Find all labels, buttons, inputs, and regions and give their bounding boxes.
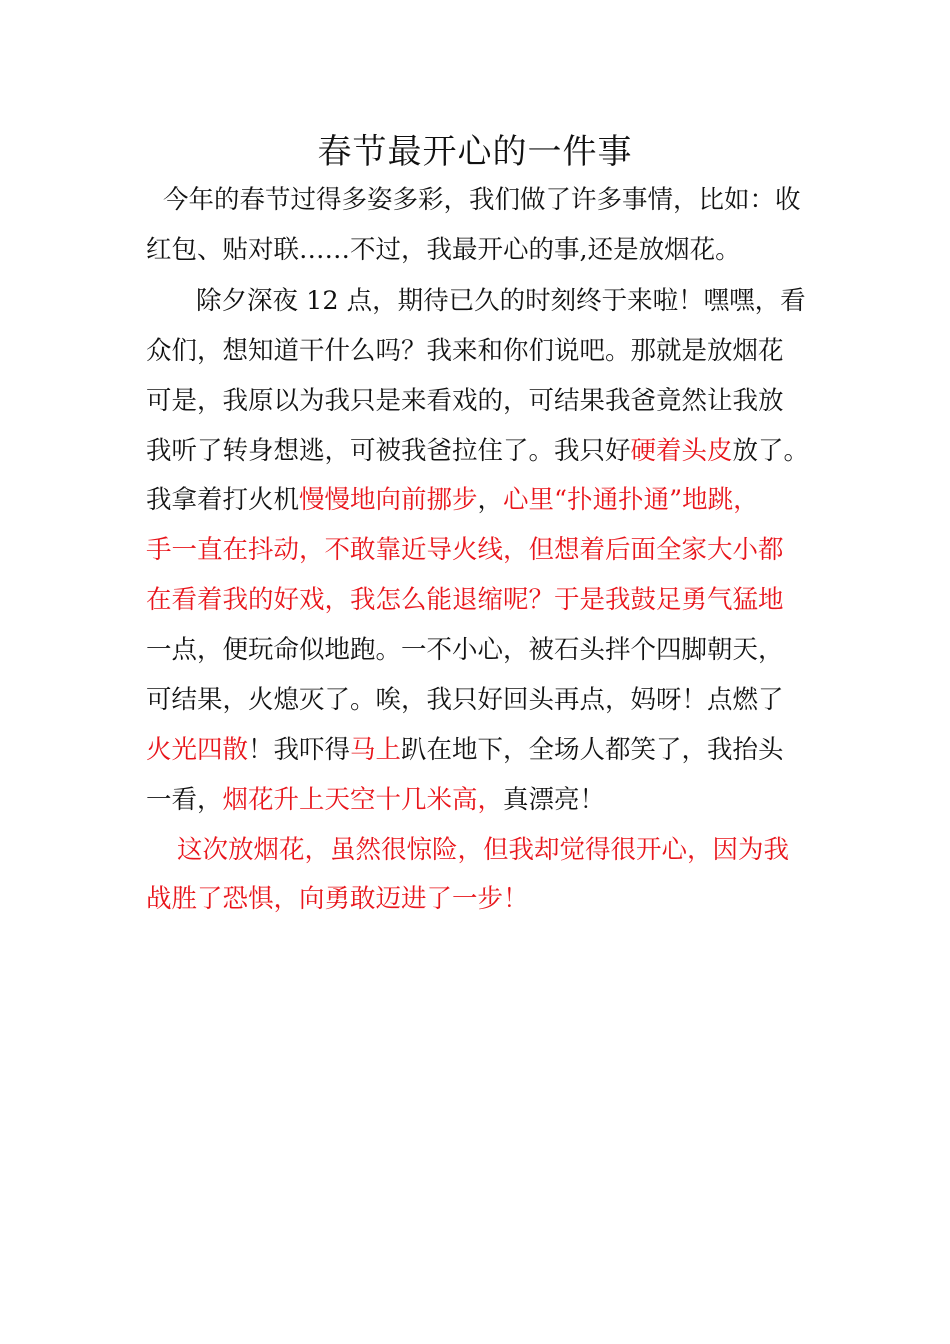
- text-segment: 放了。: [732, 436, 810, 466]
- highlighted-text: 火光四散: [146, 735, 249, 765]
- text-segment: 趴在地下，全场人都笑了，我抬头: [401, 735, 784, 765]
- paragraph-line: [146, 631, 784, 669]
- paragraph-line: [146, 781, 605, 819]
- text-segment: ，: [477, 485, 504, 515]
- text-segment: 一点，便玩命似地跑。一不小心，被石头拌个四脚朝天，: [146, 635, 784, 665]
- text-segment: 我拿着打火机: [146, 485, 300, 515]
- paragraph-line: [163, 181, 801, 219]
- paragraph-line: [146, 581, 784, 619]
- highlighted-text: 手一直在抖动，不敢靠近导火线，但想着后面全家大小都: [146, 535, 784, 565]
- document-title: 春节最开心的一件事: [317, 132, 633, 172]
- paragraph-line: [146, 481, 759, 519]
- paragraph-line: [146, 332, 784, 370]
- highlighted-text: 在看着我的好戏，我怎么能退缩呢？于是我鼓足勇气猛地: [146, 585, 784, 615]
- paragraph-line: [177, 831, 789, 869]
- paragraph-line: [146, 681, 784, 719]
- paragraph-line: [196, 282, 806, 320]
- text-segment: 可是，我原以为我只是来看戏的，可结果我爸竟然让我放: [146, 386, 784, 416]
- text-segment: 可结果，火熄灭了。唉，我只好回头再点，妈呀！点燃了: [146, 685, 784, 715]
- highlighted-text: 烟花升上天空十几米高，: [222, 785, 504, 815]
- paragraph-line: [146, 880, 529, 918]
- highlighted-text: 这次放烟花，虽然很惊险，但我却觉得很开心，因为我: [177, 835, 790, 865]
- paragraph-line: [146, 382, 784, 420]
- text-segment: 一看，: [146, 785, 223, 815]
- paragraph-line: [146, 731, 784, 769]
- highlighted-text: 硬着头皮: [630, 436, 733, 466]
- text-segment: 今年的春节过得多姿多彩，我们做了许多事情，比如：收: [163, 185, 801, 215]
- highlighted-text: 马上: [350, 735, 402, 765]
- paragraph-line: [146, 531, 784, 569]
- paragraph-line: [146, 231, 741, 269]
- paragraph-line: [146, 432, 809, 470]
- highlighted-text: 慢慢地向前挪步: [299, 485, 478, 515]
- text-segment: 真漂亮！: [503, 785, 606, 815]
- text-segment: 红包、贴对联……不过，我最开心的事,还是放烟花。: [146, 235, 741, 265]
- highlighted-text: 心里“扑通扑通”地跳，: [503, 485, 759, 515]
- highlighted-text: 战胜了恐惧，向勇敢迈进了一步！: [146, 884, 529, 914]
- text-segment: 我听了转身想逃，可被我爸拉住了。我只好: [146, 436, 631, 466]
- text-segment: ！我吓得: [248, 735, 351, 765]
- text-segment: 众们，想知道干什么吗？我来和你们说吧。那就是放烟花: [146, 336, 784, 366]
- text-segment: 除夕深夜 12 点，期待已久的时刻终于来啦！嘿嘿，看: [196, 286, 806, 316]
